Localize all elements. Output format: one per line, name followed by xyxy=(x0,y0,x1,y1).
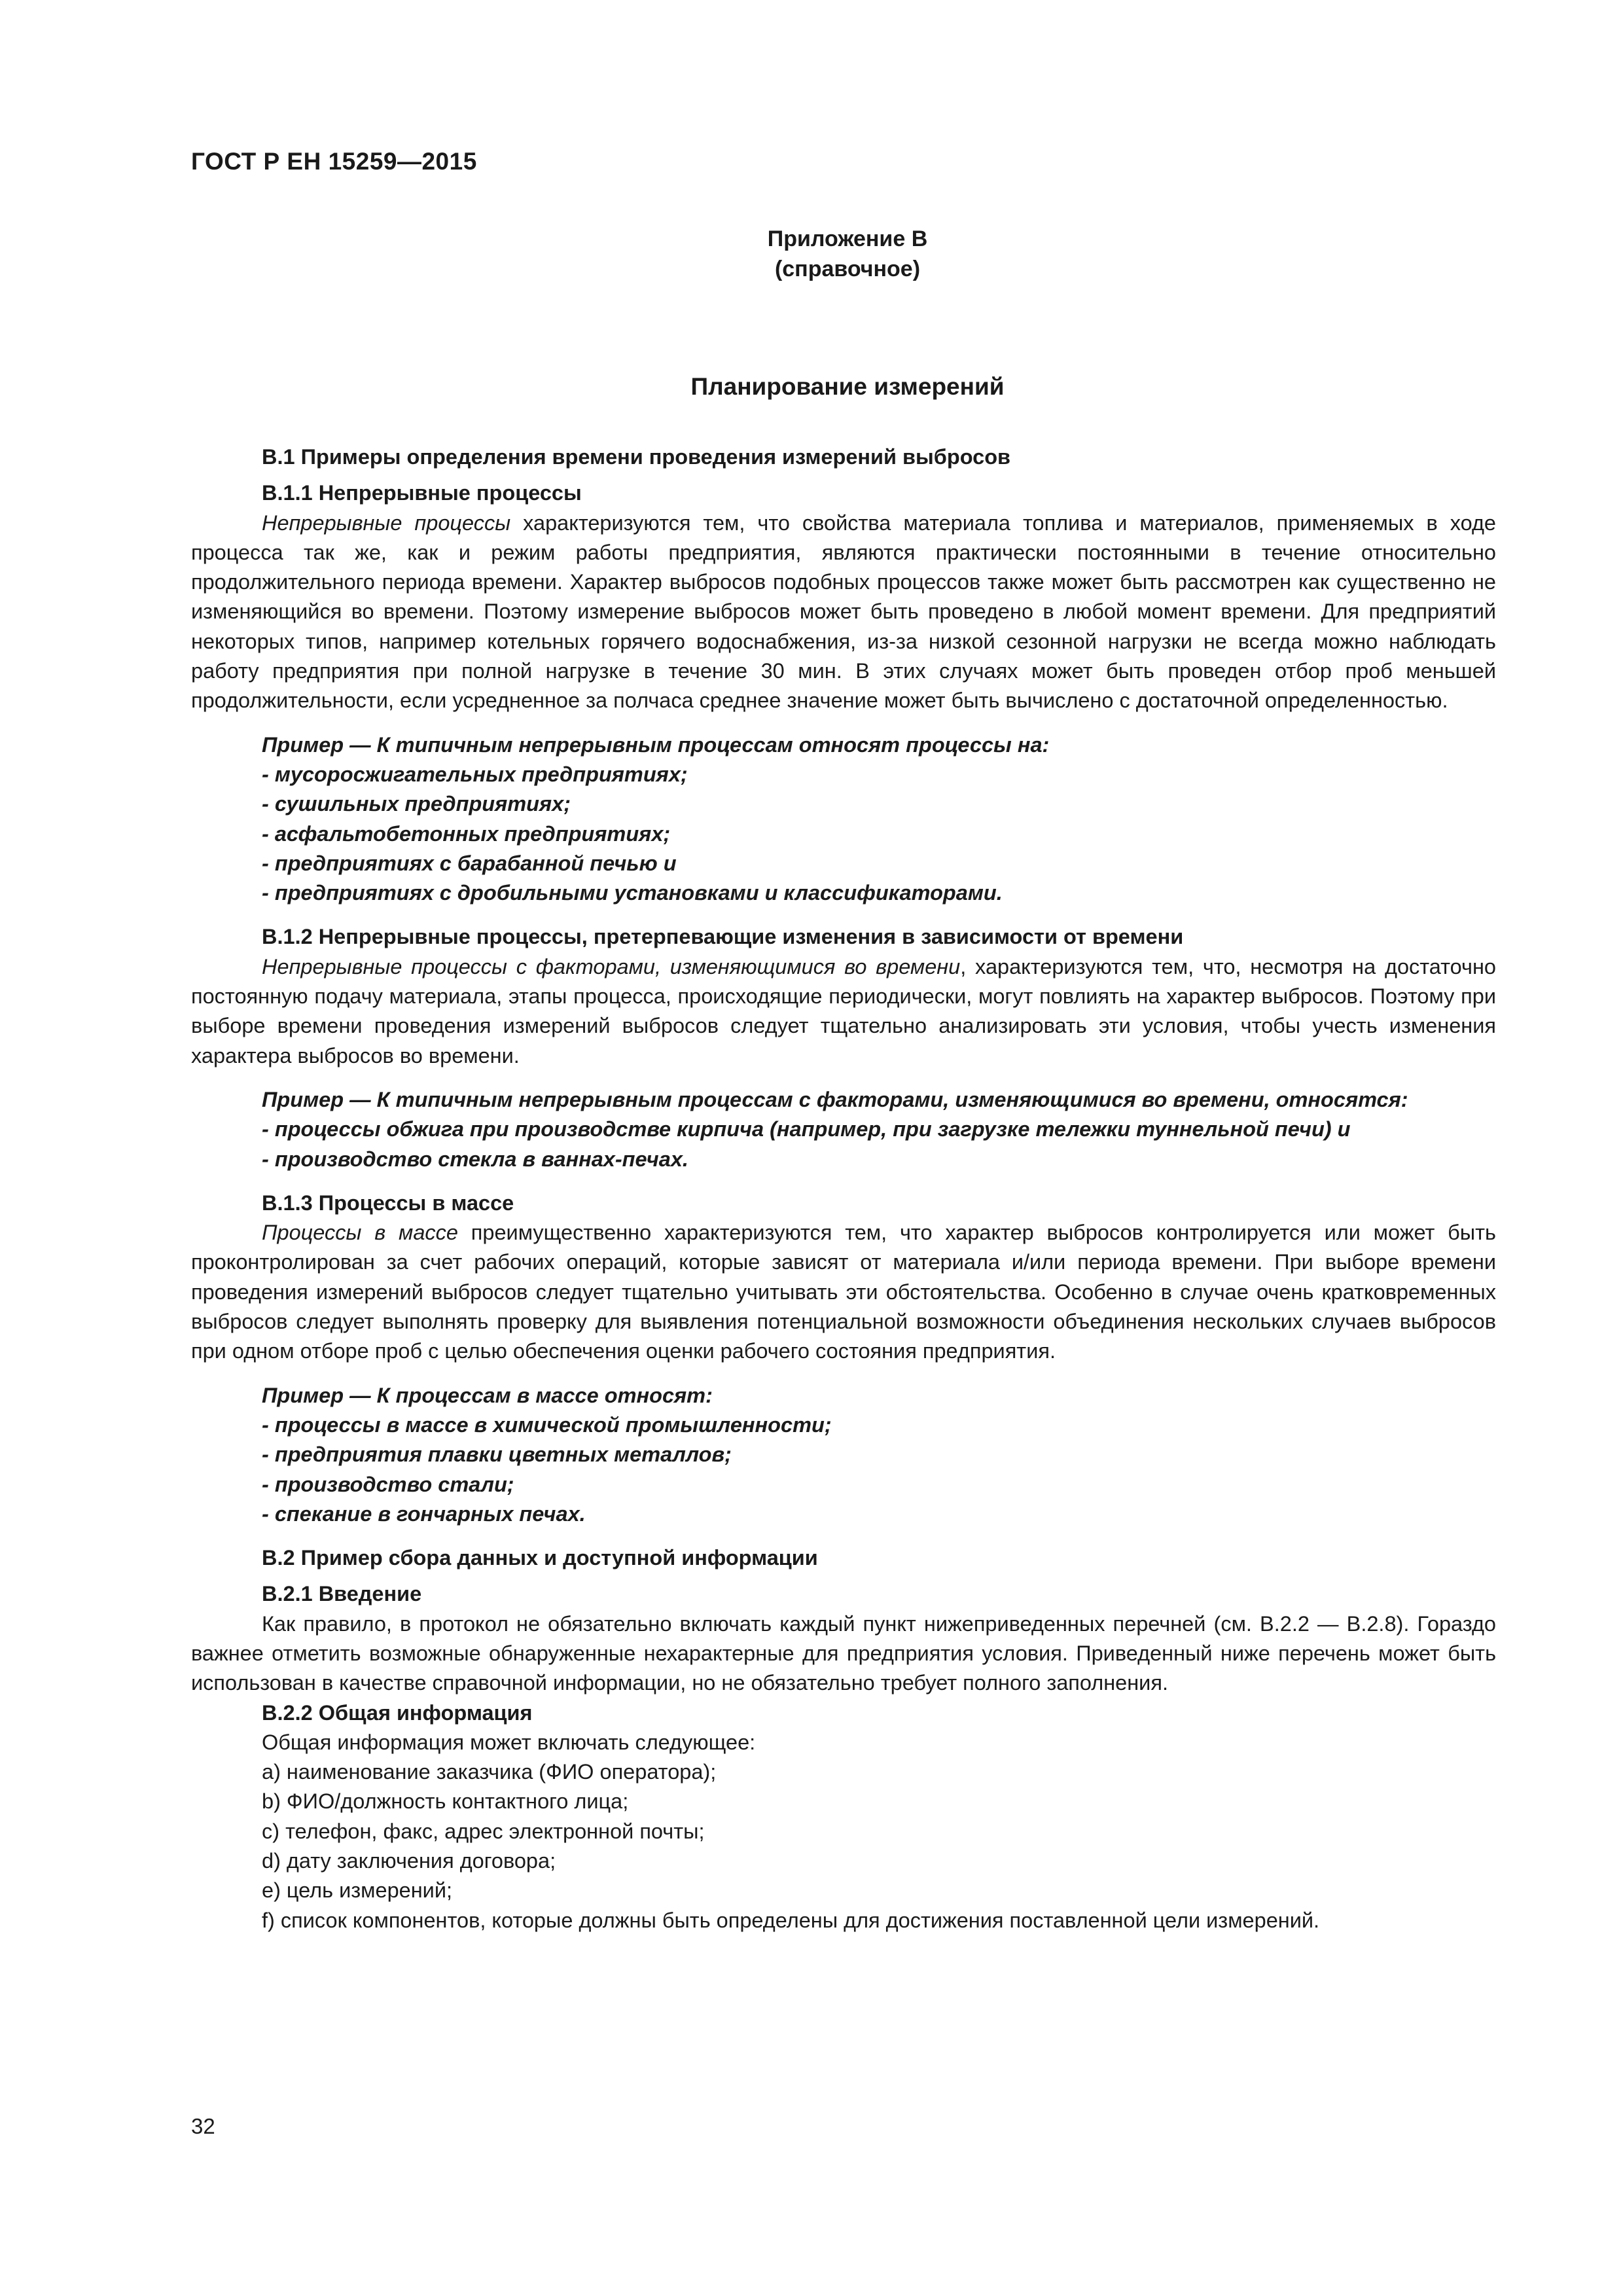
list-b22-item-a: a) наименование заказчика (ФИО оператора); xyxy=(262,1760,717,1784)
example-b13-item-4: - спекание в гончарных печах. xyxy=(262,1501,586,1526)
example-b13-item-1: - процессы в массе в химической промышленности; xyxy=(262,1412,832,1437)
heading-b2: В.2 Пример сбора данных и доступной информации xyxy=(262,1546,818,1570)
paragraph-b13-lead: Процессы в массе xyxy=(262,1221,458,1245)
example-b11-intro: Пример — К типичным непрерывным процессам относят процессы на: xyxy=(262,732,1050,757)
list-b22-intro: Общая информация может включать следующее: xyxy=(262,1730,756,1754)
paragraph-b11-lead: Непрерывные процессы xyxy=(262,511,511,535)
example-b13-item-2: - предприятия плавки цветных металлов; xyxy=(262,1443,732,1467)
list-b22-item-b: b) ФИО/должность контактного лица; xyxy=(262,1789,629,1814)
page-number: 32 xyxy=(191,2114,215,2138)
section-title: Планирование измерений xyxy=(690,373,1005,400)
example-b13-intro: Пример — К процессам в массе относят: xyxy=(262,1383,713,1407)
paragraph-b11 xyxy=(191,509,1496,716)
list-b22-item-e: e) цель измерений; xyxy=(262,1878,453,1903)
example-b12-item-2: - производство стекла в ваннах-печах. xyxy=(262,1147,688,1171)
heading-b21: В.2.1 Введение xyxy=(262,1582,422,1606)
example-b11-item-1: - мусоросжигательных предприятиях; xyxy=(262,762,688,786)
example-b12-intro: Пример — К типичным непрерывным процессам с факторами, изменяющимися во времени, относятся: xyxy=(262,1087,1408,1111)
example-b11-item-5: - предприятиях с дробильными установками и классификаторами. xyxy=(262,881,1003,905)
paragraph-b11-text: характеризуются тем, что свойства материала топлива и материалов, применяемых в ходе процесса так же, как и режим работы предприятия, являются практически постоянными в течение относительно продолжительного периода времени. Характер выбросов подобных процессов также может быть рассмотрен как существенно не изменяющийся во времени. Поэтому измерение выбросов может быть проведено в любой момент времени. Для предприятий некоторых типов, например котельных горячего водоснабжения, из-за низкой сезонной нагрузки не всегда можно наблюдать работу предприятия при полной нагрузке в течение 30 мин. В этих случаях может быть проведен отбор проб меньшей продолжительности, если усредненное за полчаса среднее значение может быть вычислено с достаточной определенностью. xyxy=(191,511,1497,713)
appendix-type: (справочное) xyxy=(774,257,921,281)
list-b22-item-c: c) телефон, факс, адрес электронной почты; xyxy=(262,1819,705,1843)
example-b11-item-2: - сушильных предприятиях; xyxy=(262,792,571,816)
paragraph-b13-text: преимущественно характеризуются тем, что характер выбросов контролируется или может быть проконтролирован за счет рабочих операций, которые зависят от материала и/или периода времени. При выборе времени проведения измерений выбросов следует тщательно учитывать эти обстоятельства. Особенно в случае очень кратковременных выбросов следует выполнять проверку для выявления потенциальной возможности объединения нескольких случаев выбросов при одном отборе проб с целью обеспечения оценки рабочего состояния предприятия. xyxy=(191,1221,1496,1363)
heading-b13: В.1.3 Процессы в массе xyxy=(262,1191,514,1215)
heading-b12: В.1.2 Непрерывные процессы, претерпевающие изменения в зависимости от времени xyxy=(262,925,1184,949)
appendix-title: Приложение В xyxy=(767,226,928,251)
standard-code: ГОСТ Р ЕН 15259—2015 xyxy=(191,148,477,175)
paragraph-b12-text: , характеризуются тем, что, несмотря на достаточно постоянную подачу материала, этапы процесса, происходящие периодически, могут повлиять на характер выбросов. Поэтому при выборе времени проведения измерений выбросов следует тщательно анализировать эти условия, чтобы учесть изменения характера выбросов во времени. xyxy=(191,954,1496,1067)
paragraph-b12-lead: Непрерывные процессы с факторами, изменяющимися во времени xyxy=(262,954,961,978)
list-b22-item-d: d) дату заключения договора; xyxy=(262,1849,556,1873)
heading-b1: В.1 Примеры определения времени проведения измерений выбросов xyxy=(262,445,1011,469)
example-b13-item-3: - производство стали; xyxy=(262,1472,514,1496)
list-b22-item-f: f) список компонентов, которые должны быть определены для достижения поставленной цели измерений. xyxy=(262,1908,1320,1932)
heading-b11: В.1.1 Непрерывные процессы xyxy=(262,481,582,505)
paragraph-b21: Как правило, в протокол не обязательно включать каждый пункт нижеприведенных перечней (см. В.2.2 — В.2.8). Гораздо важнее отметить возможные обнаруженные нехарактерные для предприятия условия. Приведенный ниже перечень может быть использован в качестве справочной информации, но не обязательно требует полного заполнения. xyxy=(191,1611,1496,1695)
document-body xyxy=(191,442,1496,1935)
heading-b22: В.2.2 Общая информация xyxy=(262,1700,533,1725)
paragraph-b13 xyxy=(191,1218,1496,1366)
paragraph-b12 xyxy=(191,952,1496,1071)
example-b12-item-1: - процессы обжига при производстве кирпича (например, при загрузке тележки туннельной печи) и xyxy=(262,1117,1351,1141)
example-b11-item-4: - предприятиях с барабанной печью и xyxy=(262,851,677,875)
example-b11-item-3: - асфальтобетонных предприятиях; xyxy=(262,821,671,846)
